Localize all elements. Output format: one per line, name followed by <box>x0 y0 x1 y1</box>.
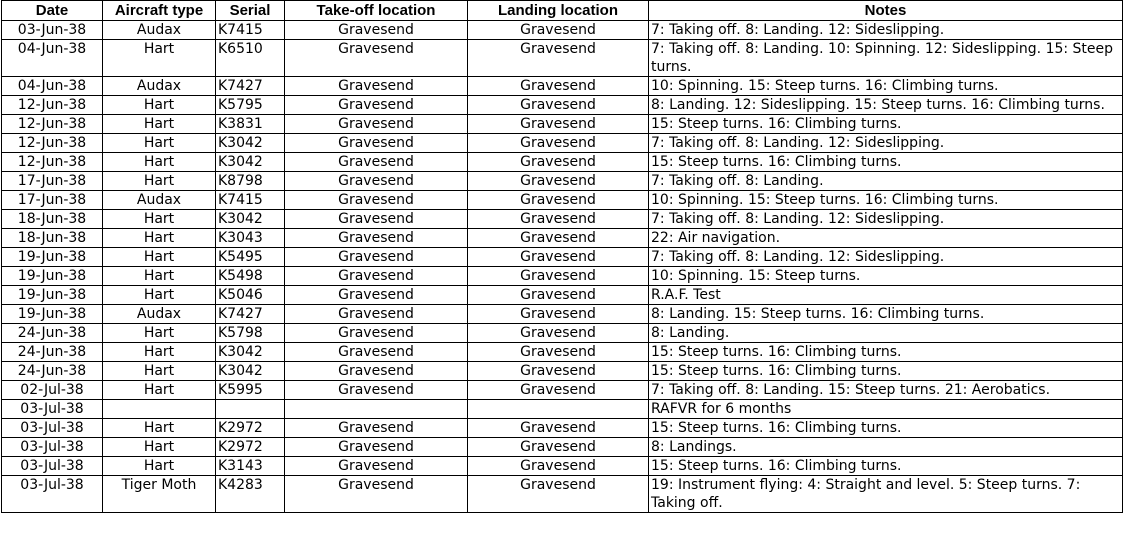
cell-takeoff-location: Gravesend <box>285 96 468 115</box>
cell-date: 18-Jun-38 <box>2 210 103 229</box>
cell-date: 12-Jun-38 <box>2 153 103 172</box>
cell-aircraft-type: Hart <box>103 362 216 381</box>
cell-date: 03-Jul-38 <box>2 419 103 438</box>
cell-takeoff-location: Gravesend <box>285 457 468 476</box>
cell-notes: R.A.F. Test <box>649 286 1123 305</box>
cell-landing-location: Gravesend <box>468 324 649 343</box>
cell-serial: K7427 <box>216 305 285 324</box>
cell-landing-location: Gravesend <box>468 229 649 248</box>
cell-date: 17-Jun-38 <box>2 172 103 191</box>
cell-takeoff-location: Gravesend <box>285 324 468 343</box>
cell-landing-location: Gravesend <box>468 267 649 286</box>
cell-aircraft-type: Hart <box>103 172 216 191</box>
table-row <box>2 115 1123 134</box>
table-row <box>2 172 1123 191</box>
cell-takeoff-location: Gravesend <box>285 172 468 191</box>
cell-date: 03-Jun-38 <box>2 21 103 40</box>
cell-notes: RAFVR for 6 months <box>649 400 1123 419</box>
cell-aircraft-type: Hart <box>103 96 216 115</box>
table-row <box>2 343 1123 362</box>
header-row <box>2 1 1123 21</box>
cell-landing-location: Gravesend <box>468 438 649 457</box>
cell-aircraft-type: Audax <box>103 305 216 324</box>
cell-takeoff-location: Gravesend <box>285 305 468 324</box>
cell-notes: 7: Taking off. 8: Landing. 12: Sideslipping. <box>649 248 1123 267</box>
cell-aircraft-type: Hart <box>103 438 216 457</box>
cell-landing-location: Gravesend <box>468 381 649 400</box>
cell-takeoff-location: Gravesend <box>285 248 468 267</box>
cell-notes: 22: Air navigation. <box>649 229 1123 248</box>
cell-takeoff-location: Gravesend <box>285 381 468 400</box>
header-takeoff-location: Take-off location <box>285 1 468 21</box>
cell-serial: K2972 <box>216 419 285 438</box>
cell-date: 24-Jun-38 <box>2 324 103 343</box>
cell-serial: K5498 <box>216 267 285 286</box>
cell-aircraft-type: Hart <box>103 115 216 134</box>
cell-date: 03-Jul-38 <box>2 457 103 476</box>
cell-serial: K8798 <box>216 172 285 191</box>
cell-serial: K4283 <box>216 476 285 513</box>
cell-serial: K3042 <box>216 343 285 362</box>
cell-takeoff-location: Gravesend <box>285 286 468 305</box>
cell-notes: 15: Steep turns. 16: Climbing turns. <box>649 362 1123 381</box>
table-body <box>2 21 1123 513</box>
cell-date: 04-Jun-38 <box>2 77 103 96</box>
cell-serial: K7427 <box>216 77 285 96</box>
cell-date: 19-Jun-38 <box>2 267 103 286</box>
cell-date: 12-Jun-38 <box>2 115 103 134</box>
cell-notes: 8: Landing. 15: Steep turns. 16: Climbing turns. <box>649 305 1123 324</box>
table-row <box>2 77 1123 96</box>
cell-aircraft-type: Hart <box>103 286 216 305</box>
cell-notes: 7: Taking off. 8: Landing. <box>649 172 1123 191</box>
cell-date: 19-Jun-38 <box>2 305 103 324</box>
cell-landing-location: Gravesend <box>468 96 649 115</box>
cell-serial: K2972 <box>216 438 285 457</box>
cell-aircraft-type <box>103 400 216 419</box>
cell-date: 03-Jul-38 <box>2 476 103 513</box>
cell-landing-location: Gravesend <box>468 286 649 305</box>
cell-landing-location: Gravesend <box>468 248 649 267</box>
cell-landing-location: Gravesend <box>468 476 649 513</box>
cell-notes: 15: Steep turns. 16: Climbing turns. <box>649 343 1123 362</box>
cell-serial: K5798 <box>216 324 285 343</box>
cell-aircraft-type: Hart <box>103 381 216 400</box>
cell-takeoff-location: Gravesend <box>285 40 468 77</box>
cell-serial <box>216 400 285 419</box>
cell-aircraft-type: Hart <box>103 40 216 77</box>
cell-notes: 10: Spinning. 15: Steep turns. <box>649 267 1123 286</box>
table-row <box>2 210 1123 229</box>
table-row <box>2 134 1123 153</box>
cell-date: 04-Jun-38 <box>2 40 103 77</box>
header-notes: Notes <box>649 1 1123 21</box>
cell-takeoff-location: Gravesend <box>285 362 468 381</box>
cell-landing-location: Gravesend <box>468 305 649 324</box>
cell-landing-location: Gravesend <box>468 210 649 229</box>
cell-aircraft-type: Audax <box>103 191 216 210</box>
cell-takeoff-location: Gravesend <box>285 77 468 96</box>
cell-date: 19-Jun-38 <box>2 248 103 267</box>
table-row <box>2 476 1123 513</box>
cell-aircraft-type: Hart <box>103 343 216 362</box>
cell-notes: 15: Steep turns. 16: Climbing turns. <box>649 115 1123 134</box>
cell-takeoff-location: Gravesend <box>285 419 468 438</box>
cell-serial: K7415 <box>216 191 285 210</box>
table-row <box>2 419 1123 438</box>
table-row <box>2 438 1123 457</box>
table-row <box>2 96 1123 115</box>
cell-landing-location: Gravesend <box>468 153 649 172</box>
cell-landing-location: Gravesend <box>468 419 649 438</box>
cell-notes: 10: Spinning. 15: Steep turns. 16: Climbing turns. <box>649 77 1123 96</box>
cell-landing-location: Gravesend <box>468 457 649 476</box>
cell-serial: K3831 <box>216 115 285 134</box>
cell-landing-location: Gravesend <box>468 134 649 153</box>
cell-takeoff-location: Gravesend <box>285 21 468 40</box>
table-row <box>2 229 1123 248</box>
cell-landing-location <box>468 400 649 419</box>
cell-date: 24-Jun-38 <box>2 362 103 381</box>
cell-landing-location: Gravesend <box>468 21 649 40</box>
cell-notes: 7: Taking off. 8: Landing. 15: Steep turns. 21: Aerobatics. <box>649 381 1123 400</box>
table-row <box>2 191 1123 210</box>
table-row <box>2 248 1123 267</box>
cell-notes: 7: Taking off. 8: Landing. 12: Sideslipping. <box>649 210 1123 229</box>
cell-serial: K3043 <box>216 229 285 248</box>
table-row <box>2 381 1123 400</box>
cell-landing-location: Gravesend <box>468 191 649 210</box>
cell-aircraft-type: Hart <box>103 457 216 476</box>
cell-serial: K3042 <box>216 134 285 153</box>
cell-aircraft-type: Hart <box>103 419 216 438</box>
cell-aircraft-type: Hart <box>103 153 216 172</box>
cell-notes: 10: Spinning. 15: Steep turns. 16: Climbing turns. <box>649 191 1123 210</box>
cell-serial: K5046 <box>216 286 285 305</box>
cell-landing-location: Gravesend <box>468 172 649 191</box>
cell-date: 18-Jun-38 <box>2 229 103 248</box>
table-row <box>2 21 1123 40</box>
cell-notes: 19: Instrument flying: 4: Straight and level. 5: Steep turns. 7: Taking off. <box>649 476 1123 513</box>
cell-takeoff-location <box>285 400 468 419</box>
cell-takeoff-location: Gravesend <box>285 153 468 172</box>
cell-date: 12-Jun-38 <box>2 96 103 115</box>
table-row <box>2 40 1123 77</box>
header-aircraft-type: Aircraft type <box>103 1 216 21</box>
cell-aircraft-type: Audax <box>103 77 216 96</box>
cell-date: 12-Jun-38 <box>2 134 103 153</box>
cell-date: 03-Jul-38 <box>2 400 103 419</box>
cell-notes: 7: Taking off. 8: Landing. 12: Sideslipping. <box>649 134 1123 153</box>
cell-serial: K3042 <box>216 362 285 381</box>
cell-notes: 7: Taking off. 8: Landing. 12: Sideslipping. <box>649 21 1123 40</box>
cell-aircraft-type: Hart <box>103 324 216 343</box>
cell-serial: K6510 <box>216 40 285 77</box>
cell-notes: 8: Landings. <box>649 438 1123 457</box>
table-row <box>2 324 1123 343</box>
cell-date: 19-Jun-38 <box>2 286 103 305</box>
cell-serial: K3042 <box>216 153 285 172</box>
cell-landing-location: Gravesend <box>468 77 649 96</box>
cell-takeoff-location: Gravesend <box>285 229 468 248</box>
cell-date: 02-Jul-38 <box>2 381 103 400</box>
cell-serial: K5795 <box>216 96 285 115</box>
cell-serial: K3042 <box>216 210 285 229</box>
cell-notes: 15: Steep turns. 16: Climbing turns. <box>649 419 1123 438</box>
cell-notes: 15: Steep turns. 16: Climbing turns. <box>649 457 1123 476</box>
cell-date: 03-Jul-38 <box>2 438 103 457</box>
table-row <box>2 305 1123 324</box>
cell-landing-location: Gravesend <box>468 343 649 362</box>
cell-aircraft-type: Hart <box>103 229 216 248</box>
cell-landing-location: Gravesend <box>468 40 649 77</box>
cell-notes: 7: Taking off. 8: Landing. 10: Spinning. 12: Sideslipping. 15: Steep turns. <box>649 40 1123 77</box>
cell-serial: K5495 <box>216 248 285 267</box>
flight-log-table <box>1 0 1123 513</box>
cell-serial: K7415 <box>216 21 285 40</box>
table-row <box>2 400 1123 419</box>
cell-takeoff-location: Gravesend <box>285 343 468 362</box>
table-row <box>2 457 1123 476</box>
cell-takeoff-location: Gravesend <box>285 438 468 457</box>
cell-aircraft-type: Tiger Moth <box>103 476 216 513</box>
table-row <box>2 153 1123 172</box>
table-row <box>2 286 1123 305</box>
cell-notes: 8: Landing. <box>649 324 1123 343</box>
cell-aircraft-type: Hart <box>103 210 216 229</box>
cell-landing-location: Gravesend <box>468 362 649 381</box>
cell-notes: 8: Landing. 12: Sideslipping. 15: Steep turns. 16: Climbing turns. <box>649 96 1123 115</box>
cell-takeoff-location: Gravesend <box>285 267 468 286</box>
header-date: Date <box>2 1 103 21</box>
cell-aircraft-type: Hart <box>103 248 216 267</box>
cell-aircraft-type: Audax <box>103 21 216 40</box>
cell-aircraft-type: Hart <box>103 134 216 153</box>
cell-date: 17-Jun-38 <box>2 191 103 210</box>
header-serial: Serial <box>216 1 285 21</box>
cell-takeoff-location: Gravesend <box>285 115 468 134</box>
table-row <box>2 267 1123 286</box>
header-landing-location: Landing location <box>468 1 649 21</box>
cell-serial: K3143 <box>216 457 285 476</box>
cell-date: 24-Jun-38 <box>2 343 103 362</box>
cell-serial: K5995 <box>216 381 285 400</box>
cell-notes: 15: Steep turns. 16: Climbing turns. <box>649 153 1123 172</box>
cell-takeoff-location: Gravesend <box>285 210 468 229</box>
cell-takeoff-location: Gravesend <box>285 191 468 210</box>
cell-landing-location: Gravesend <box>468 115 649 134</box>
cell-aircraft-type: Hart <box>103 267 216 286</box>
cell-takeoff-location: Gravesend <box>285 134 468 153</box>
cell-takeoff-location: Gravesend <box>285 476 468 513</box>
table-row <box>2 362 1123 381</box>
